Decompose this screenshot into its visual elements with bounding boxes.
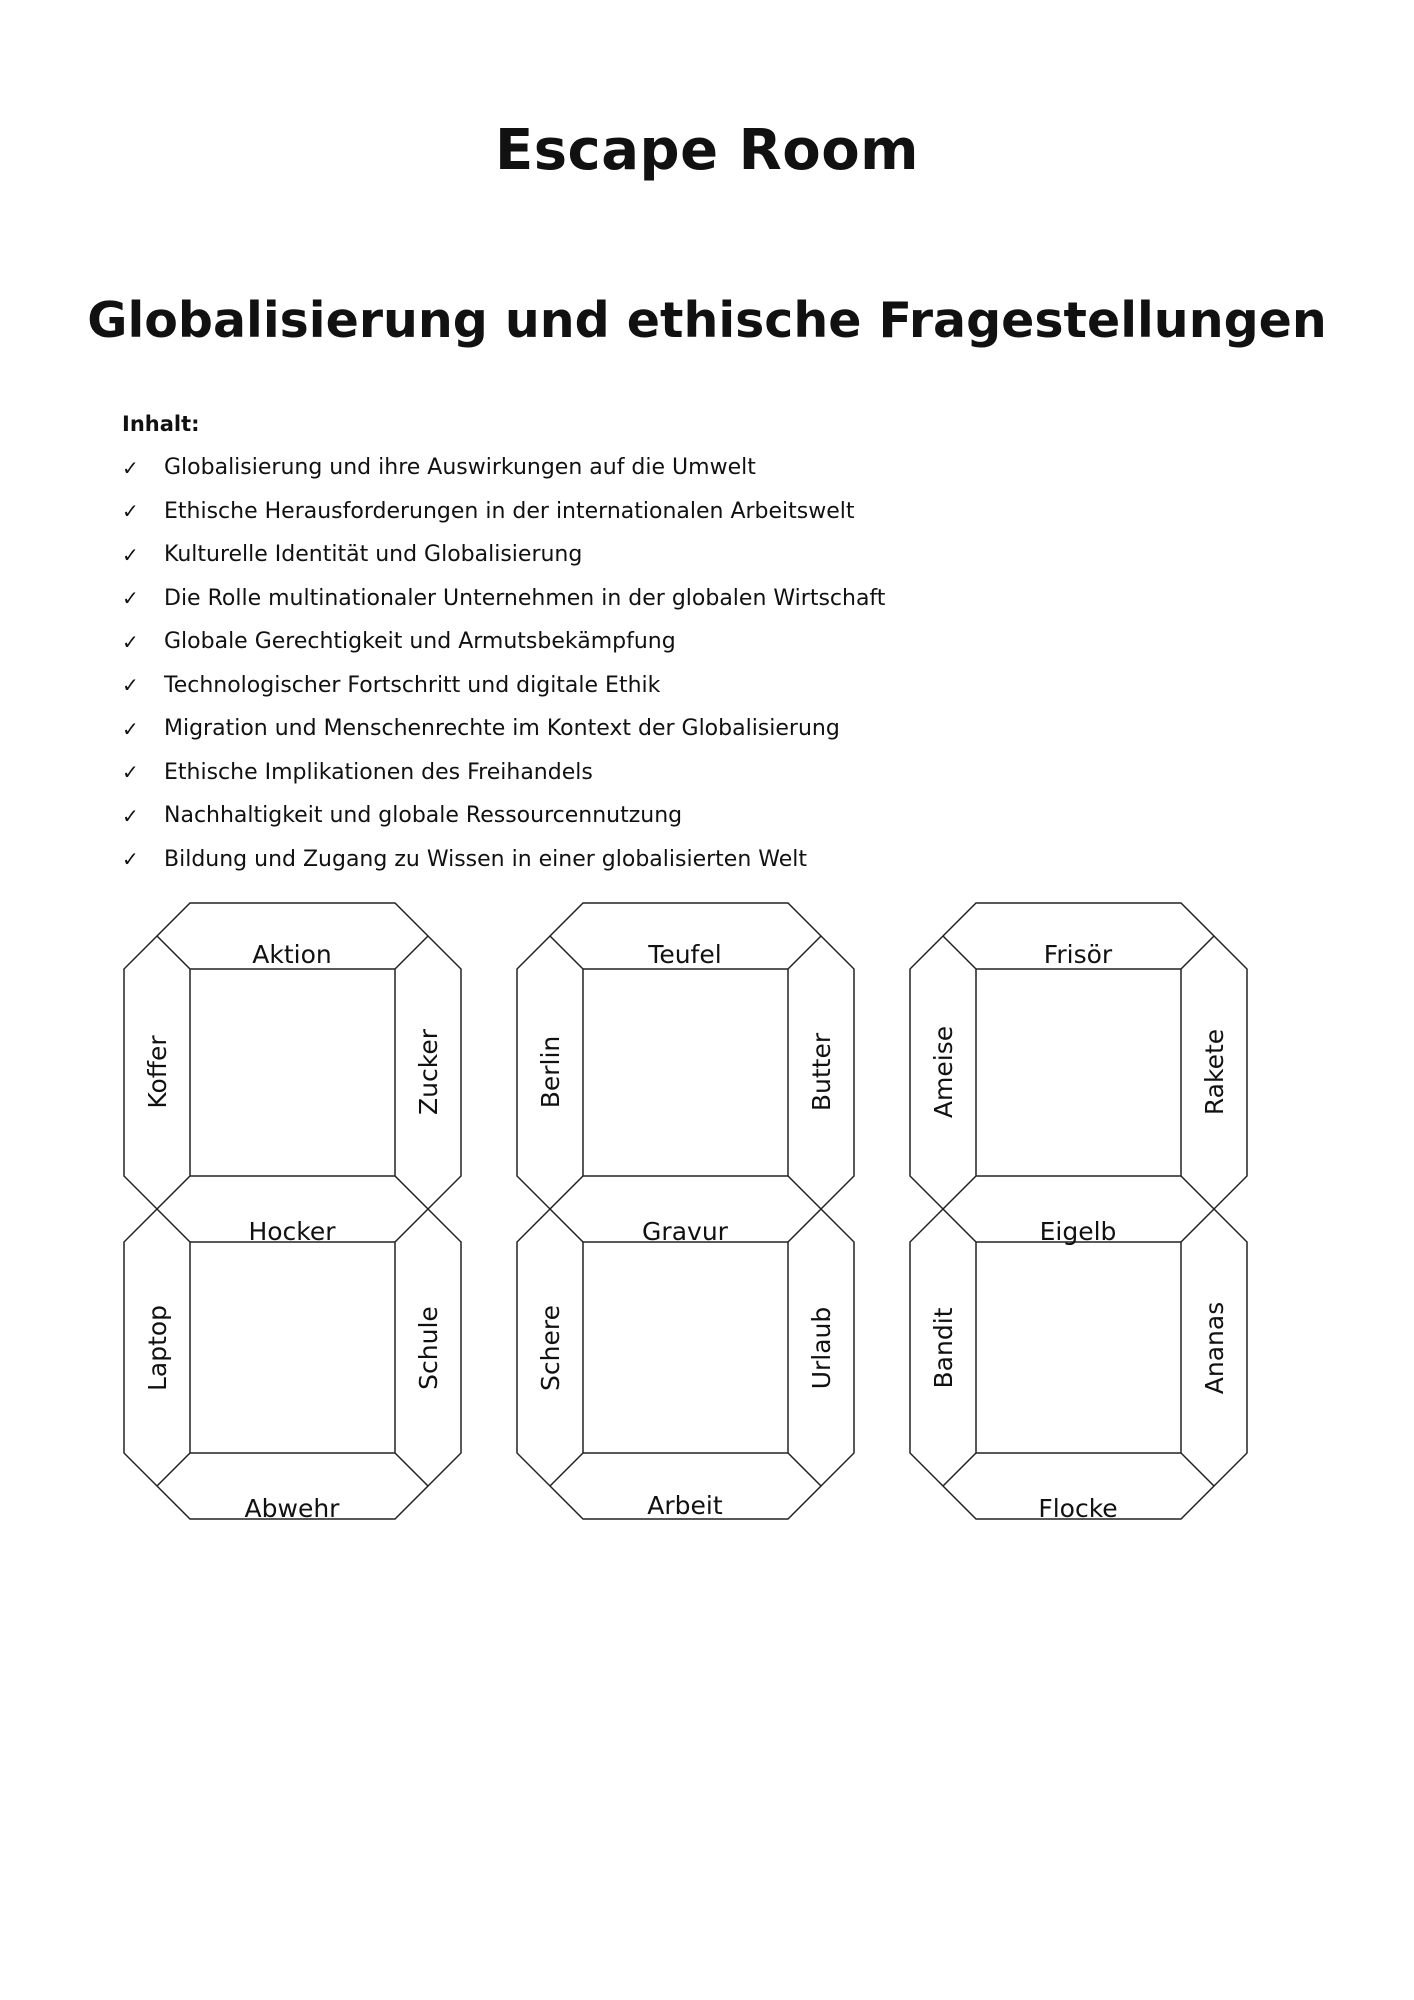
segment-middle: Hocker [248, 1217, 336, 1246]
checkmark-icon: ✓ [122, 760, 139, 785]
content-item-text: Technologischer Fortschritt und digitale Ethik [164, 672, 661, 698]
digit-2 [517, 903, 854, 1520]
content-item-text: Migration und Menschenrechte im Kontext der Globalisierung [164, 716, 840, 742]
segment-middle: Eigelb [1039, 1217, 1117, 1246]
content-item-text: Globale Gerechtigkeit und Armutsbekämpfung [164, 629, 676, 655]
segment-bottom: Flocke [1038, 1494, 1118, 1523]
digit-3 [910, 903, 1247, 1523]
content-item-text: Kulturelle Identität und Globalisierung [164, 542, 583, 568]
document-title: Escape Room [494, 118, 920, 183]
digit-1 [124, 903, 461, 1523]
content-item-text: Die Rolle multinationaler Unternehmen in der globalen Wirtschaft [164, 585, 886, 611]
segment-upper-right: Rakete [1200, 1028, 1229, 1116]
segment-lower-right: Urlaub [807, 1306, 836, 1390]
segment-bottom: Arbeit [647, 1491, 723, 1520]
checkmark-icon: ✓ [122, 629, 139, 654]
segment-top: Aktion [252, 940, 332, 969]
content-item-text: Bildung und Zugang zu Wissen in einer globalisierten Welt [164, 846, 808, 872]
segment-lower-left: Bandit [929, 1307, 958, 1389]
segment-bottom: Abwehr [244, 1494, 340, 1523]
content-item-text: Ethische Herausforderungen in der internationalen Arbeitswelt [164, 498, 855, 524]
checkmark-icon: ✓ [122, 542, 139, 567]
checkmark-icon: ✓ [122, 586, 139, 611]
segment-outline [517, 903, 854, 1519]
segment-top: Frisör [1043, 940, 1113, 969]
content-item-text: Ethische Implikationen des Freihandels [164, 759, 593, 785]
segment-upper-left: Koffer [143, 1035, 172, 1109]
content-item-text: Globalisierung und ihre Auswirkungen auf die Umwelt [164, 455, 756, 481]
segment-upper-right: Butter [807, 1032, 836, 1112]
checkmark-icon: ✓ [122, 716, 139, 741]
segment-lower-right: Ananas [1200, 1301, 1229, 1395]
checkmark-icon: ✓ [122, 803, 139, 828]
segment-top: Teufel [648, 940, 722, 969]
segment-upper-right: Zucker [414, 1029, 443, 1115]
segment-upper-left: Berlin [536, 1035, 565, 1109]
checkmark-icon: ✓ [122, 847, 139, 872]
segment-lower-right: Schule [414, 1306, 443, 1390]
checkmark-icon: ✓ [122, 455, 139, 480]
segment-lower-left: Laptop [143, 1304, 172, 1392]
content-label: Inhalt: [122, 412, 200, 436]
segment-outline [124, 903, 461, 1519]
segment-middle: Gravur [642, 1217, 728, 1246]
segment-upper-left: Ameise [929, 1025, 958, 1119]
segment-lower-left: Schere [536, 1305, 565, 1391]
segment-outline [910, 903, 1247, 1519]
checkmark-icon: ✓ [122, 673, 139, 698]
document-subtitle: Globalisierung und ethische Fragestellungen [87, 292, 1327, 349]
content-item-text: Nachhaltigkeit und globale Ressourcennutzung [164, 803, 683, 829]
checkmark-icon: ✓ [122, 499, 139, 524]
